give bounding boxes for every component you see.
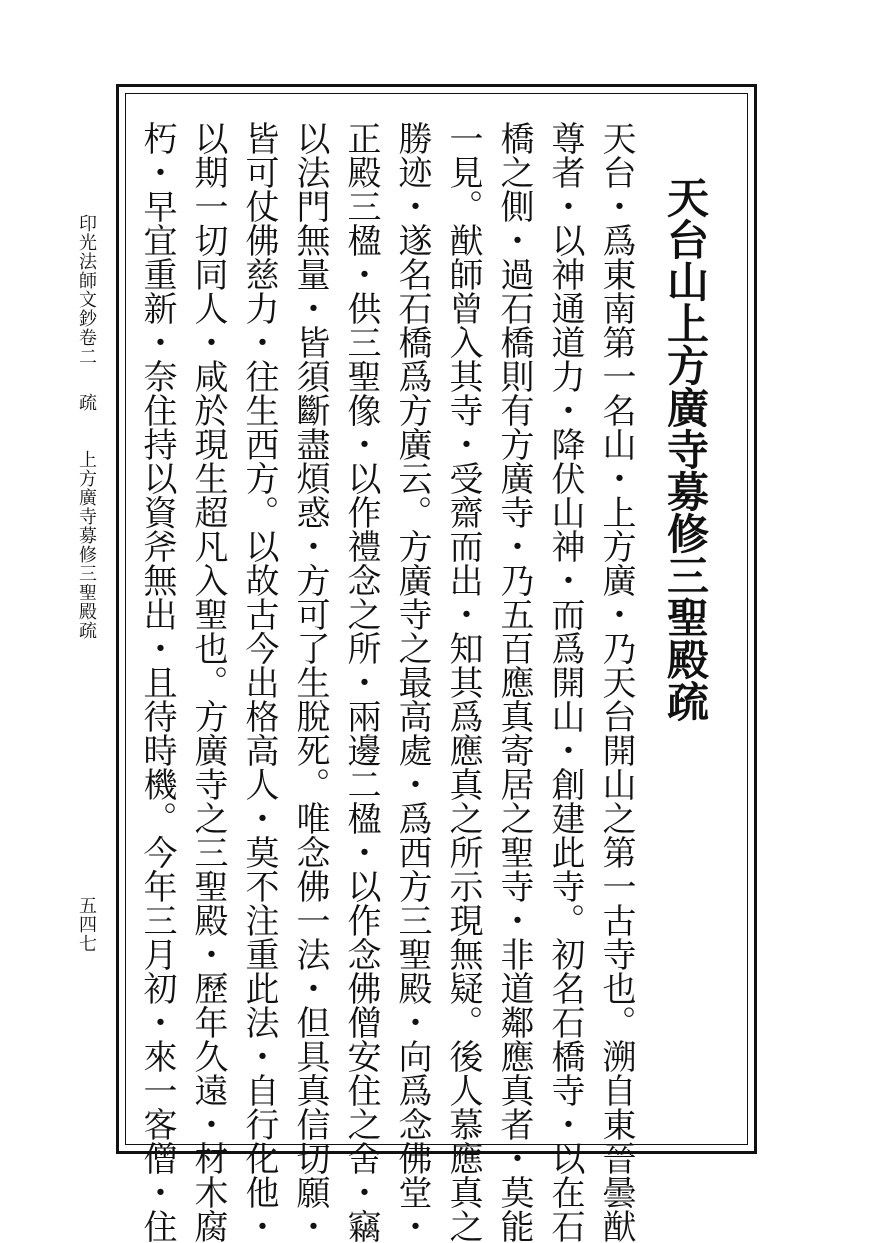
- body-line-3: 橋之側・過石橋則有方廣寺・乃五百應真寄居之聖寺・非道鄰應真者・莫能: [494, 121, 534, 1243]
- body-line-5: 勝迹・遂名石橋爲方廣云。方廣寺之最高處・爲西方三聖殿・向爲念佛堂・: [392, 121, 432, 1243]
- margin-section: 疏: [76, 393, 97, 412]
- page-number: 五四七: [76, 896, 97, 953]
- document-title: 天台山上方廣寺募修三聖殿疏: [661, 176, 710, 722]
- body-line-2: 尊者・以神通道力・降伏山神・而爲開山・創建此寺。初名石橋寺・以在石: [545, 121, 585, 1243]
- body-line-10: 朽・早宜重新・奈住持以資斧無出・且待時機。今年三月初・來一客僧・住: [137, 121, 177, 1243]
- margin-book-title: 印光法師文鈔卷二: [76, 214, 97, 366]
- margin-chapter: 上方廣寺募修三聖殿疏: [76, 450, 97, 640]
- body-line-6: 正殿三楹・供三聖像・以作禮念之所・兩邊二楹・以作念佛僧安住之舍・竊: [341, 121, 381, 1243]
- body-line-9: 以期一切同人・咸於現生超凡入聖也。方廣寺之三聖殿・歷年久遠・材木腐: [188, 121, 228, 1243]
- body-line-7: 以法門無量・皆須斷盡煩惑・方可了生脫死。唯念佛一法・但具真信切願・: [290, 121, 330, 1243]
- body-line-1: 天台・爲東南第一名山・上方廣・乃天台開山之第一古寺也。溯自東晉曇猷: [596, 121, 636, 1243]
- body-line-4: 一見。猷師曾入其寺・受齋而出・知其爲應真之所示現無疑。後人慕應真之: [443, 121, 483, 1243]
- body-line-8: 皆可仗佛慈力・往生西方。以故古今出格高人・莫不注重此法・自行化他・: [239, 121, 279, 1243]
